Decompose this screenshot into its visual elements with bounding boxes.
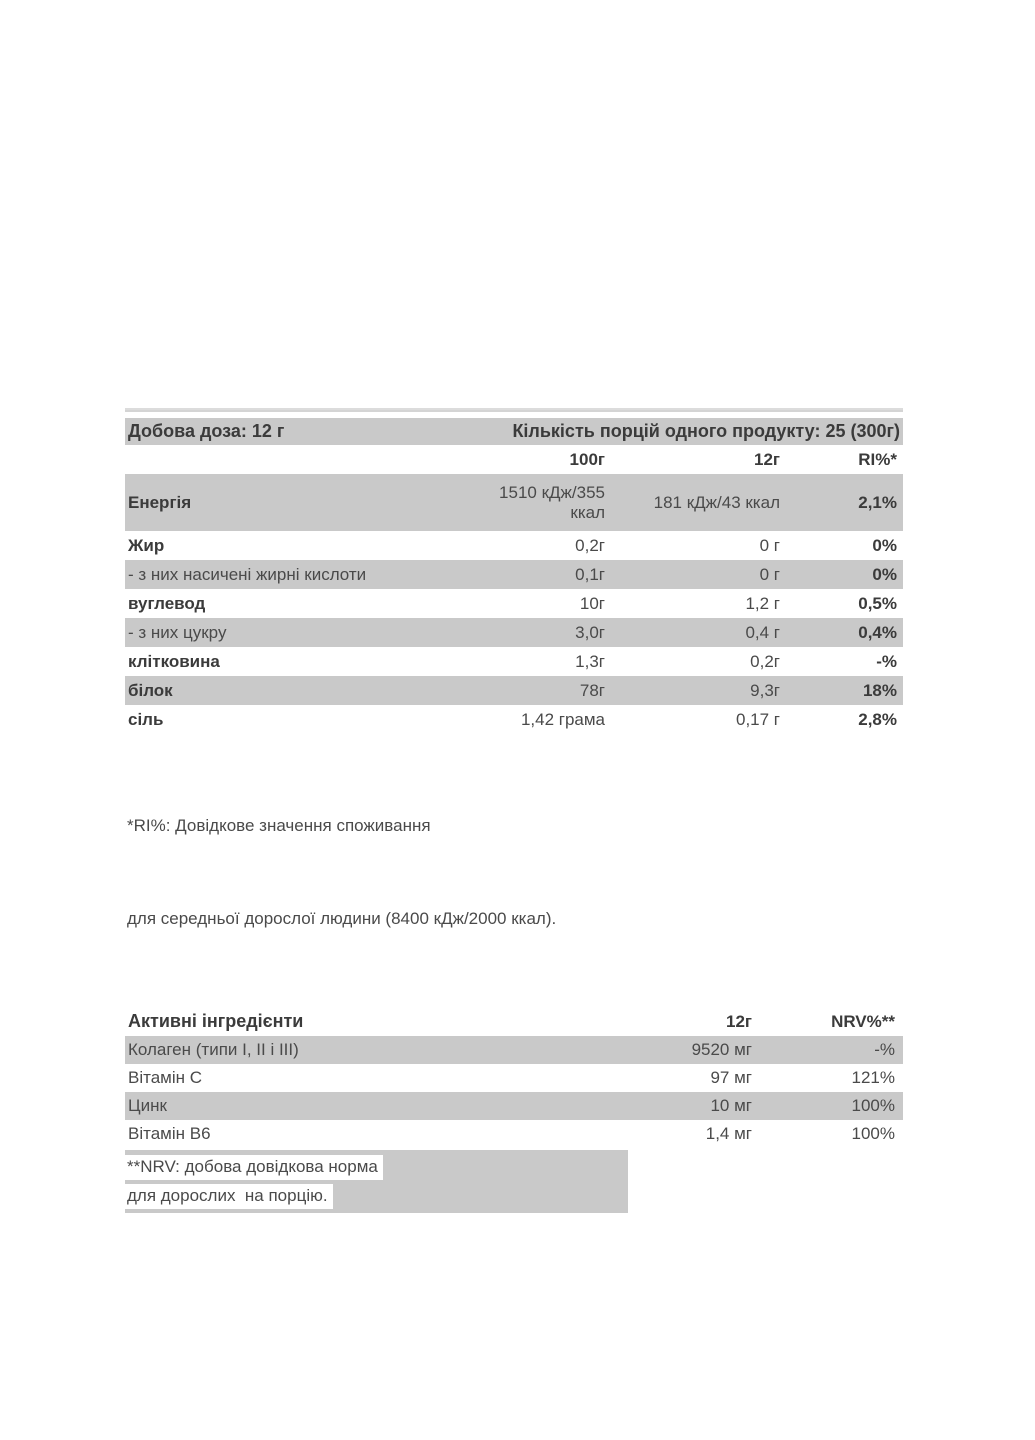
daily-dose-label: Добова доза: 12 г <box>128 421 285 441</box>
top-divider-rule <box>125 408 903 412</box>
ingredient-nrv-percent: -% <box>874 1040 895 1059</box>
value-per-100g: 10г <box>579 593 605 613</box>
value-ri-percent: 2,1% <box>858 492 897 512</box>
column-header-100g: 100г <box>569 449 605 469</box>
ingredients-header-row <box>125 1007 903 1036</box>
ingredient-nrv-percent: 121% <box>851 1068 895 1087</box>
value-per-100g: 0,1г <box>575 564 605 584</box>
ingredient-nrv-percent: 100% <box>851 1096 895 1115</box>
nutrient-label: - з них насичені жирні кислоти <box>128 564 367 584</box>
table-row <box>125 1064 903 1092</box>
column-header-row <box>125 445 903 474</box>
value-per-12g: 0,17 г <box>735 709 780 729</box>
value-per-100g: 1,3г <box>575 651 605 671</box>
nrv-footnote-line1: **NRV: добова довідкова норма <box>125 1155 383 1180</box>
value-ri-percent: -% <box>876 651 897 671</box>
ingredients-title: Активні інгредієнти <box>128 1011 304 1031</box>
value-per-12g: 1,2 г <box>745 593 780 613</box>
value-per-12g: 0,2г <box>750 651 780 671</box>
table-row <box>125 647 903 676</box>
value-per-100g: 1510 кДж/355 ккал <box>499 482 605 522</box>
ingredient-amount: 1,4 мг <box>705 1124 752 1143</box>
column-header-12g: 12г <box>754 449 780 469</box>
table-header-bar <box>125 418 903 445</box>
table-row <box>125 531 903 560</box>
ingredients-column-12g: 12г <box>726 1011 752 1031</box>
value-ri-percent: 0,5% <box>858 593 897 613</box>
value-ri-percent: 0% <box>872 535 897 555</box>
table-row <box>125 1120 903 1148</box>
table-row <box>125 1092 903 1120</box>
active-ingredients-table <box>125 1007 903 1148</box>
ri-footnote-line2: для середньої дорослої людини (8400 кДж/2000 ккал). <box>127 909 557 928</box>
table-row <box>125 1036 903 1064</box>
ingredient-label: Цинк <box>128 1096 167 1115</box>
table-row <box>125 676 903 705</box>
value-per-100g: 3,0г <box>575 622 605 642</box>
nutrient-label: вуглевод <box>128 593 206 613</box>
ri-footnote <box>125 748 903 996</box>
ingredient-amount: 97 мг <box>710 1068 752 1087</box>
value-per-12g: 9,3г <box>750 680 780 700</box>
ingredient-label: Вітамін C <box>128 1068 203 1087</box>
table-row <box>125 589 903 618</box>
value-ri-percent: 0% <box>872 564 897 584</box>
nutrition-table <box>125 418 903 734</box>
value-ri-percent: 18% <box>862 680 897 700</box>
ingredients-column-nrv: NRV%** <box>831 1011 895 1031</box>
value-per-12g: 0 г <box>759 535 780 555</box>
value-per-100g: 0,2г <box>575 535 605 555</box>
nutrition-facts-sheet <box>125 408 903 1213</box>
ri-footnote-line1: *RI%: Довідкове значення споживання <box>127 816 431 835</box>
ingredient-label: Вітамін B6 <box>128 1124 211 1143</box>
nutrient-label: - з них цукру <box>128 622 227 642</box>
table-row <box>125 705 903 734</box>
value-per-12g: 0,4 г <box>745 622 780 642</box>
ingredient-amount: 10 мг <box>710 1096 752 1115</box>
table-row <box>125 560 903 589</box>
nutrient-label: клітковина <box>128 651 220 671</box>
column-header-ri: RI%* <box>858 449 897 469</box>
nutrient-label: сіль <box>128 709 164 729</box>
nutrient-label: Енергія <box>128 492 192 512</box>
value-per-12g: 0 г <box>759 564 780 584</box>
table-row <box>125 474 903 531</box>
value-per-100g: 78г <box>579 680 605 700</box>
nrv-footnote-line2: для дорослих на порцію. <box>125 1184 333 1209</box>
value-ri-percent: 0,4% <box>858 622 897 642</box>
value-per-100g: 1,42 грама <box>520 709 605 729</box>
empty-header-cell <box>125 445 460 474</box>
nutrient-label: білок <box>128 680 173 700</box>
table-row <box>125 618 903 647</box>
ingredient-label: Колаген (типи I, II і III) <box>128 1040 299 1059</box>
ingredient-amount: 9520 мг <box>691 1040 752 1059</box>
nutrient-label: Жир <box>128 535 165 555</box>
value-per-12g: 181 кДж/43 ккал <box>653 492 780 512</box>
ingredient-nrv-percent: 100% <box>851 1124 895 1143</box>
servings-label: Кількість порцій одного продукту: 25 (300г) <box>512 421 900 441</box>
nrv-footnote-block <box>125 1150 628 1213</box>
value-ri-percent: 2,8% <box>858 709 897 729</box>
